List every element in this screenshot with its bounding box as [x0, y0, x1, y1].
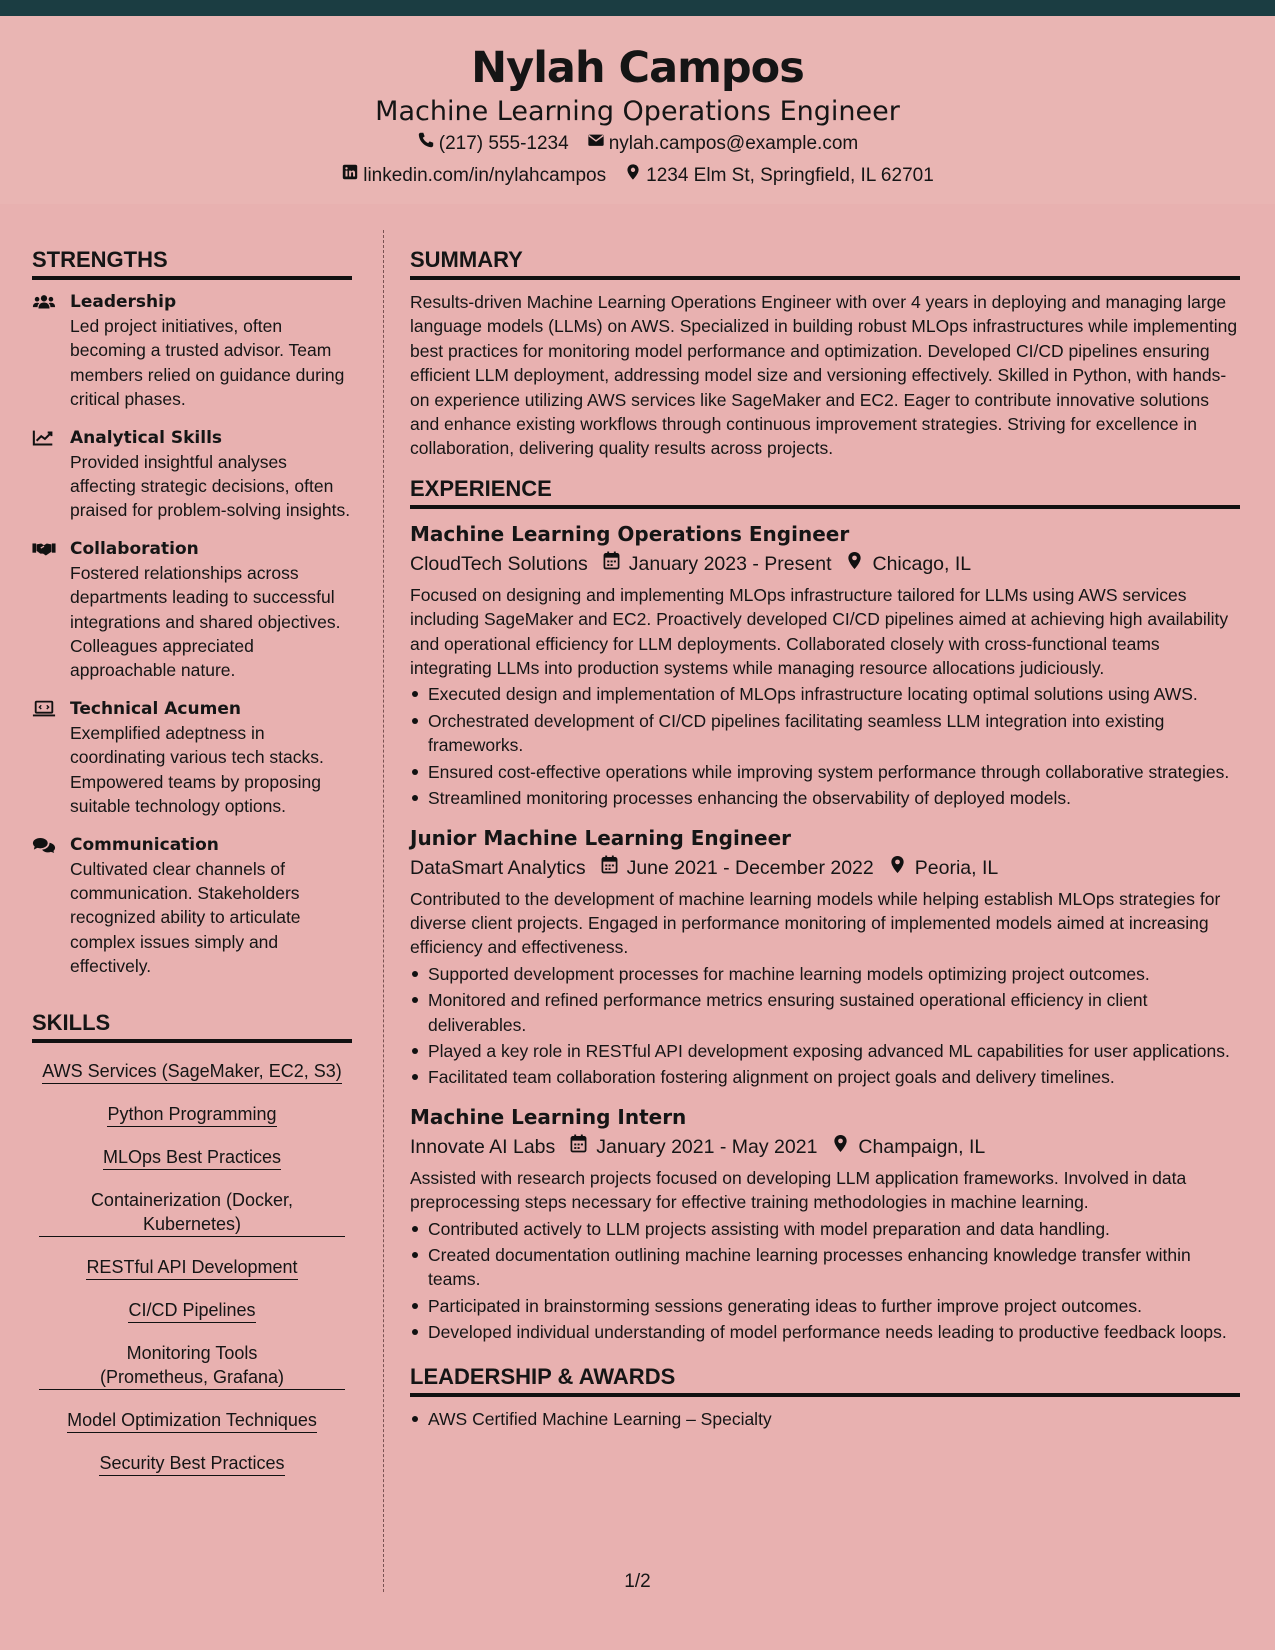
resume-header: [0, 16, 1275, 204]
map-marker-icon: [874, 853, 915, 883]
laptop-code-icon: [32, 697, 70, 819]
skill-item: RESTful API Development: [86, 1255, 297, 1280]
strength-name: Technical Acumen: [70, 698, 241, 719]
job-company: DataSmart Analytics: [410, 856, 586, 879]
handshake-icon: [32, 537, 70, 683]
job-company: Innovate AI Labs: [410, 1135, 556, 1158]
candidate-title: Machine Learning Operations Engineer: [375, 96, 900, 127]
job-company: CloudTech Solutions: [410, 552, 588, 575]
strength-item: [32, 537, 352, 683]
skill-item: Monitoring Tools (Prometheus, Grafana): [39, 1341, 345, 1390]
email-text: nylah.campos@example.com: [608, 133, 859, 154]
job-dates: June 2021 - December 2022: [626, 856, 874, 879]
skill-item: Security Best Practices: [99, 1451, 284, 1476]
contact-row-1: [0, 128, 1275, 160]
right-column: [410, 230, 1240, 1431]
skill-item: Python Programming: [107, 1102, 276, 1127]
column-divider: [383, 230, 384, 1592]
email-contact[interactable]: [587, 128, 859, 160]
left-column: [32, 230, 352, 1488]
job-description: Focused on designing and implementing MLOps infrastructure tailored for LLMs using AWS services including SageMaker and EC2. Proactively developed CI/CD pipelines aimed at achieving high availability and operational efficiency for LLM deployments. Collaborated closely with cross-functional teams integrating LLMs into production systems while managing resource allocations judiciously.: [410, 584, 1229, 679]
phone-contact: [417, 128, 569, 160]
skill-item: Model Optimization Techniques: [67, 1408, 317, 1433]
strength-description: Cultivated clear channels of communication. Stakeholders recognized ability to articulate complex issues simply and effectively.: [70, 858, 301, 977]
job-dates: January 2023 - Present: [628, 552, 832, 575]
strength-item: [32, 290, 352, 412]
job-title: Machine Learning Operations Engineer: [410, 521, 850, 546]
strength-description: Provided insightful analyses affecting strategic decisions, often praised for problem-solving insights.: [70, 451, 351, 521]
map-marker-icon: [624, 160, 642, 192]
job-bullets: [410, 682, 1240, 810]
calendar-icon: [586, 853, 627, 883]
skill-item: AWS Services (SageMaker, EC2, S3): [42, 1059, 341, 1084]
job-bullets: [410, 1217, 1240, 1345]
linkedin-contact[interactable]: [341, 160, 606, 192]
job-meta: [410, 549, 1240, 579]
map-marker-icon: [817, 1132, 858, 1162]
job-bullet: Created documentation outlining machine learning processes enhancing knowledge transfer within teams.: [410, 1243, 1240, 1292]
calendar-icon: [555, 1132, 596, 1162]
award-item: AWS Certified Machine Learning – Specialty: [410, 1407, 1240, 1431]
job-meta: [410, 853, 1240, 883]
summary-text: Results-driven Machine Learning Operations Engineer with over 4 years in deploying and managing large language models (LLMs) on AWS. Specialized in building robust MLOps infrastructures while implementing best practices for monitoring model performance and optimization. Developed CI/CD pipelines ensuring efficient LLM deployment, addressing model size and versioning effectively. Skilled in Python, with hands-on experience utilizing AWS services like SageMaker and EC2. Eager to contribute innovative solutions and enhance existing workflows through continuous improvement strategies. Striving for excellence in collaboration, delivering quality results across projects.: [410, 292, 1238, 459]
job-bullet: Orchestrated development of CI/CD pipelines facilitating seamless LLM integration into existing frameworks.: [410, 709, 1240, 758]
phone-text: (217) 555-1234: [438, 133, 569, 154]
job-title: Junior Machine Learning Engineer: [410, 825, 792, 850]
job-bullet: Executed design and implementation of MLOps infrastructure locating optimal solutions using AWS.: [410, 682, 1240, 706]
job-dates: January 2021 - May 2021: [596, 1135, 818, 1158]
strength-name: Collaboration: [70, 538, 199, 559]
job-entry: [410, 823, 1240, 1090]
job-bullet: Streamlined monitoring processes enhancing the observability of deployed models.: [410, 786, 1240, 810]
envelope-icon: [587, 128, 605, 160]
strength-description: Exemplified adeptness in coordinating various tech stacks. Empowered teams by proposing suitable technology options.: [70, 722, 324, 817]
job-entry: [410, 1102, 1240, 1345]
job-bullet: Participated in brainstorming sessions generating ideas to further improve project outcomes.: [410, 1294, 1240, 1318]
awards-section: [410, 1407, 1240, 1431]
job-bullet: Monitored and refined performance metrics ensuring sustained operational efficiency in client deliverables.: [410, 988, 1240, 1037]
skill-item: CI/CD Pipelines: [128, 1298, 255, 1323]
strength-name: Leadership: [70, 292, 177, 312]
strength-name: Analytical Skills: [70, 427, 223, 448]
job-bullet: Played a key role in RESTful API development exposing advanced ML capabilities for user applications.: [410, 1039, 1240, 1063]
job-meta: [410, 1132, 1240, 1162]
job-description: Contributed to the development of machine learning models while helping establish MLOps strategies for diverse client projects. Engaged in performance monitoring of implemented models aimed at increasing efficiency and effectiveness.: [410, 888, 1221, 958]
strength-item: [32, 697, 352, 819]
job-location: Peoria, IL: [914, 856, 999, 879]
skills-list: [32, 1053, 352, 1488]
job-bullet: Contributed actively to LLM projects assisting with model preparation and data handling.: [410, 1217, 1240, 1241]
job-location: Chicago, IL: [872, 552, 972, 575]
page-number: 1/2: [624, 1571, 651, 1592]
skills-heading: SKILLS: [32, 993, 352, 1043]
job-location: Champaign, IL: [858, 1135, 986, 1158]
strength-name: Communication: [70, 834, 219, 855]
skill-item: MLOps Best Practices: [103, 1145, 281, 1170]
job-description: Assisted with research projects focused on developing LLM application frameworks. Involved in data preprocessing steps necessary for effective training methodologies in machine learning.: [410, 1167, 1187, 1213]
map-marker-icon: [831, 549, 872, 579]
experience-heading: EXPERIENCE: [410, 469, 1240, 509]
contact-row-2: [0, 160, 1275, 192]
calendar-icon: [588, 549, 629, 579]
top-accent-bar: [0, 0, 1275, 16]
job-title: Machine Learning Intern: [410, 1104, 687, 1129]
chart-line-icon: [32, 426, 70, 523]
job-bullet: Facilitated team collaboration fostering alignment on project goals and delivery timelines.: [410, 1065, 1240, 1089]
job-bullet: Supported development processes for machine learning models optimizing project outcomes.: [410, 962, 1240, 986]
job-bullet: Developed individual understanding of model performance needs leading to productive feedback loops.: [410, 1320, 1240, 1344]
strengths-heading: STRENGTHS: [32, 230, 352, 280]
candidate-name: Nylah Campos: [471, 43, 804, 93]
summary-heading: SUMMARY: [410, 230, 1240, 280]
comments-icon: [32, 833, 70, 979]
skill-item: Containerization (Docker, Kubernetes): [39, 1188, 345, 1237]
address-contact: [624, 160, 934, 192]
job-entry: [410, 519, 1240, 811]
users-icon: [32, 290, 70, 412]
address-text: 1234 Elm St, Springfield, IL 62701: [646, 165, 934, 186]
linkedin-icon: [341, 160, 359, 192]
phone-icon: [417, 128, 435, 160]
job-bullets: [410, 962, 1240, 1090]
linkedin-text: linkedin.com/in/nylahcampos: [363, 165, 607, 186]
awards-heading: LEADERSHIP & AWARDS: [410, 1357, 1240, 1397]
job-bullet: Ensured cost-effective operations while improving system performance through collaborative strategies.: [410, 760, 1240, 784]
strength-description: Led project initiatives, often becoming a trusted advisor. Team members relied on guidance during critical phases.: [70, 316, 345, 410]
strength-description: Fostered relationships across departments leading to successful integrations and shared objectives. Colleagues appreciated approachable nature.: [70, 562, 341, 681]
strength-item: [32, 833, 352, 979]
strength-item: [32, 426, 352, 523]
